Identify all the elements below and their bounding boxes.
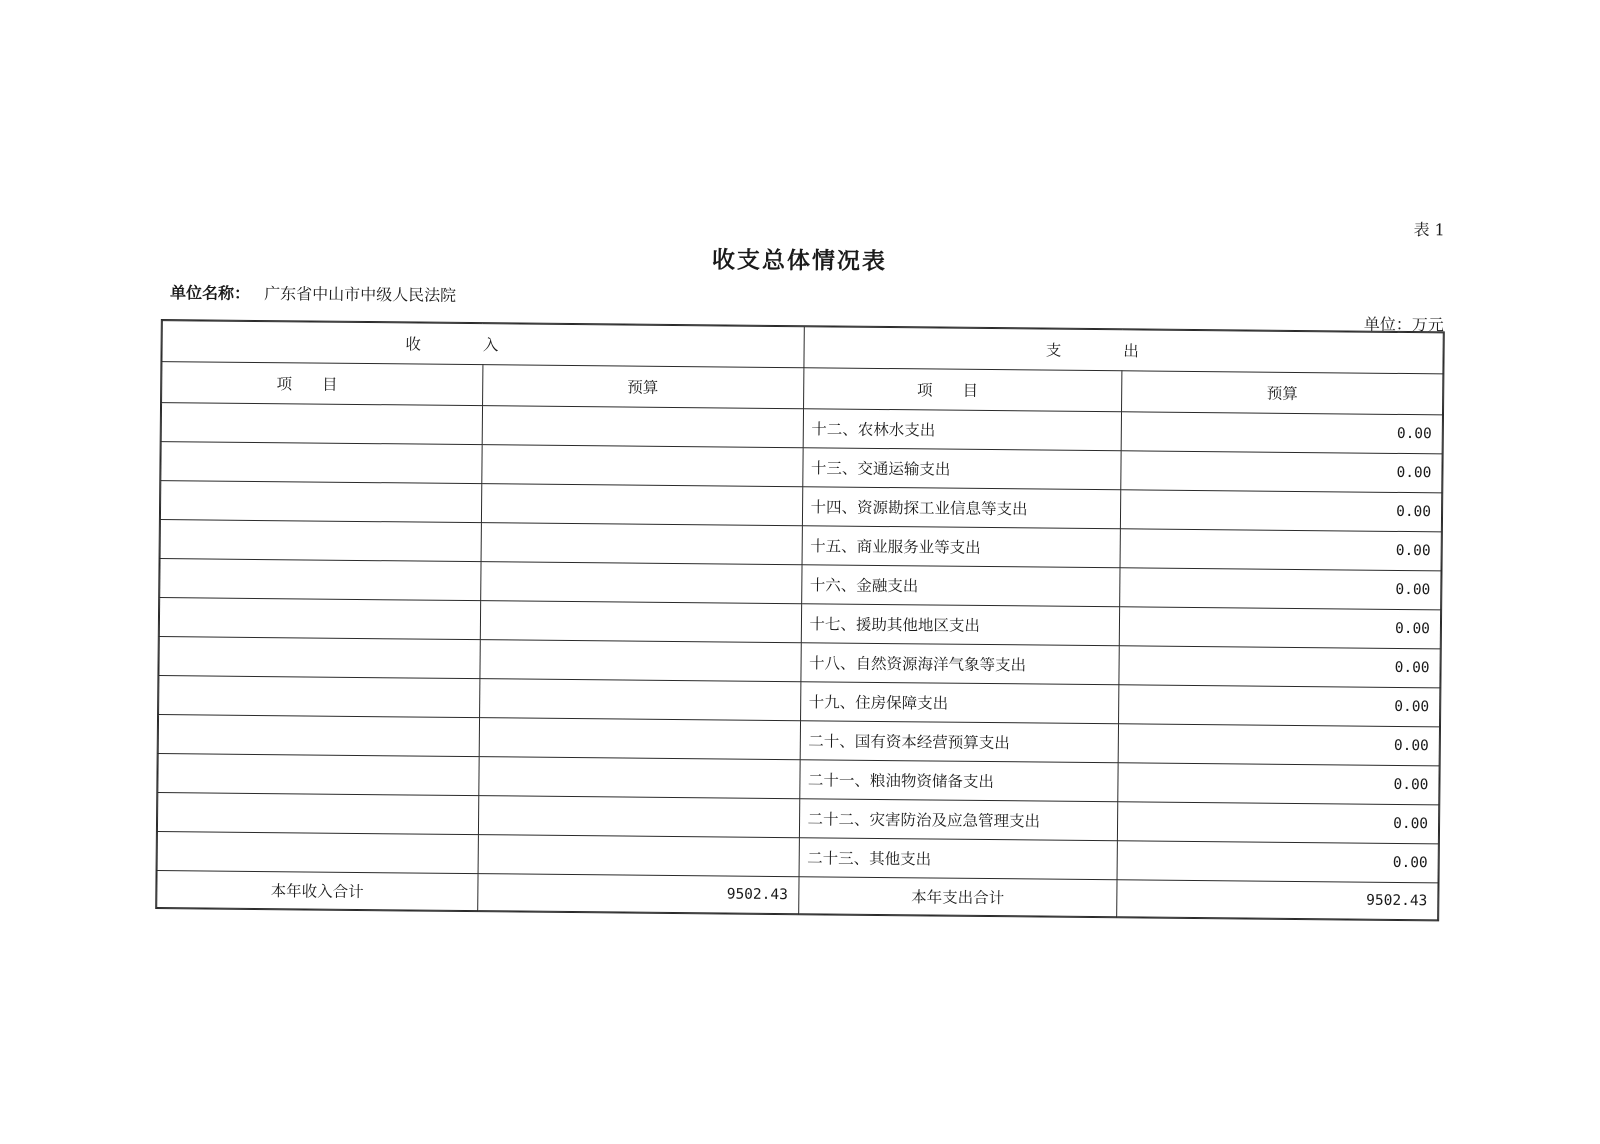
- income-item-cell: [158, 715, 479, 757]
- income-item-cell: [161, 442, 482, 484]
- income-item-cell: [159, 676, 480, 718]
- income-total-label: 本年收入合计: [157, 871, 478, 911]
- expense-item-cell: 十七、援助其他地区支出: [801, 604, 1120, 646]
- income-budget-cell: [480, 601, 801, 643]
- income-budget-cell: [481, 523, 802, 565]
- expense-budget-cell: 0.00: [1118, 724, 1439, 766]
- expense-budget-cell: 0.00: [1118, 802, 1439, 844]
- income-section-header: 收入: [162, 321, 804, 368]
- income-budget-cell: [479, 718, 800, 760]
- income-item-cell: [159, 598, 480, 640]
- expense-budget-cell: 0.00: [1117, 841, 1438, 883]
- income-item-header: 项目: [162, 362, 483, 406]
- income-budget-cell: [480, 562, 801, 604]
- unit-name-label: 单位名称：: [170, 283, 251, 303]
- expense-item-cell: 十五、商业服务业等支出: [802, 526, 1121, 568]
- unit-measure: 单位：万元: [1363, 314, 1444, 335]
- income-budget-cell: [478, 835, 799, 877]
- income-budget-cell: [482, 445, 803, 487]
- income-item-cell: [160, 481, 481, 523]
- expense-item-cell: 二十、国有资本经营预算支出: [800, 721, 1119, 763]
- income-budget-cell: [481, 484, 802, 526]
- expense-item-cell: 十三、交通运输支出: [802, 448, 1121, 490]
- expense-total-value: 9502.43: [1117, 880, 1438, 920]
- income-item-cell: [160, 520, 481, 562]
- expense-budget-header: 预算: [1122, 371, 1443, 415]
- income-item-cell: [157, 832, 478, 874]
- table-number: 表 1: [1413, 220, 1445, 240]
- income-budget-cell: [479, 757, 800, 799]
- expense-total-label: 本年支出合计: [798, 877, 1117, 917]
- income-total-value: 9502.43: [477, 874, 798, 914]
- expense-item-cell: 十二、农林水支出: [803, 409, 1122, 451]
- income-budget-cell: [482, 406, 803, 448]
- budget-table: [156, 320, 1444, 920]
- income-budget-header: 预算: [482, 365, 803, 409]
- expense-item-cell: 十八、自然资源海洋气象等支出: [800, 643, 1119, 685]
- income-item-cell: [161, 403, 482, 445]
- expense-section-header: 支出: [803, 327, 1443, 374]
- income-budget-cell: [479, 679, 800, 721]
- expense-item-cell: 十六、金融支出: [801, 565, 1120, 607]
- income-item-cell: [158, 754, 479, 796]
- expense-budget-cell: 0.00: [1120, 529, 1441, 571]
- expense-item-header: 项目: [803, 368, 1122, 412]
- unit-name-line: [170, 280, 456, 306]
- income-item-cell: [157, 793, 478, 835]
- budget-sheet: [155, 200, 1445, 910]
- expense-item-cell: 十九、住房保障支出: [800, 682, 1119, 724]
- page-title: 收支总体情况表: [711, 246, 888, 276]
- expense-budget-cell: 0.00: [1119, 646, 1440, 688]
- expense-budget-cell: 0.00: [1121, 451, 1442, 493]
- expense-budget-cell: 0.00: [1120, 568, 1441, 610]
- expense-item-cell: 二十三、其他支出: [799, 838, 1118, 880]
- expense-budget-cell: 0.00: [1118, 763, 1439, 805]
- unit-name-value: 广东省中山市中级人民法院: [264, 284, 457, 305]
- expense-budget-cell: 0.00: [1119, 685, 1440, 727]
- income-budget-cell: [480, 640, 801, 682]
- expense-item-cell: 二十一、粮油物资储备支出: [799, 760, 1118, 802]
- expense-budget-cell: 0.00: [1121, 412, 1442, 454]
- expense-budget-cell: 0.00: [1121, 490, 1442, 532]
- income-item-cell: [159, 637, 480, 679]
- expense-budget-cell: 0.00: [1119, 607, 1440, 649]
- income-item-cell: [160, 559, 481, 601]
- income-budget-cell: [478, 796, 799, 838]
- expense-item-cell: 十四、资源勘探工业信息等支出: [802, 487, 1121, 529]
- expense-item-cell: 二十二、灾害防治及应急管理支出: [799, 799, 1118, 841]
